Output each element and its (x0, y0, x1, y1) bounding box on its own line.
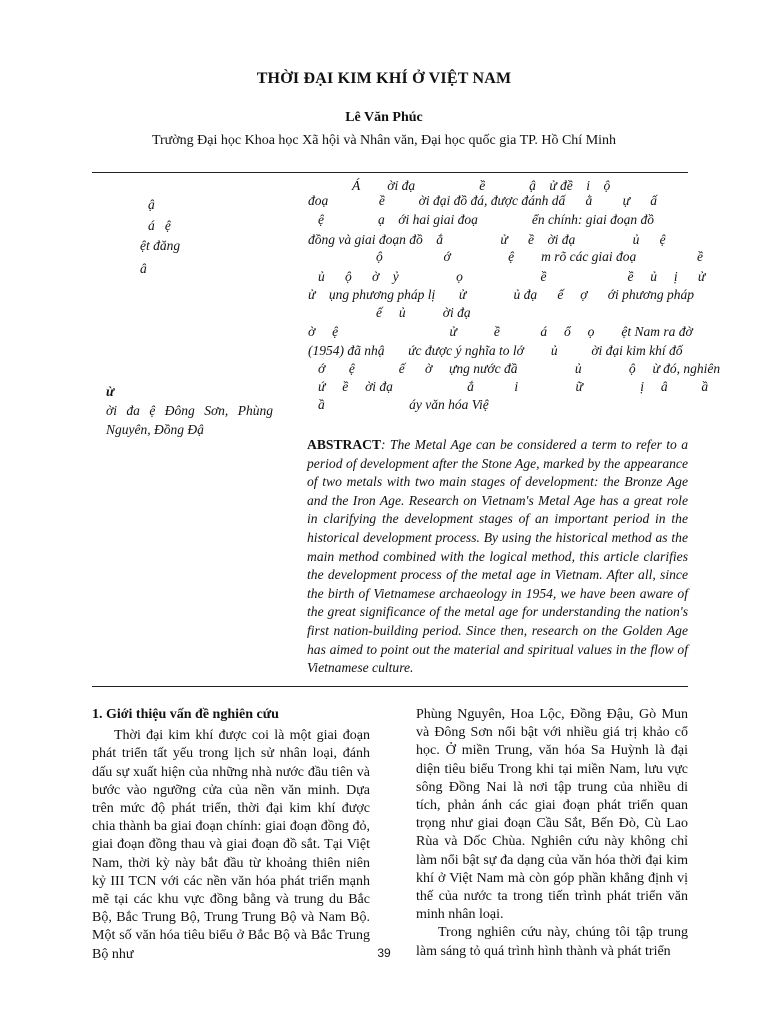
vn-abstract-line: ộ ớ ệ m rõ các giai đoạ ề (376, 249, 704, 264)
vn-abstract-line: đoạ ề ời đại đồ đá, được đánh dấ ằ ự ấ (308, 193, 657, 208)
vn-abstract-line: (1954) đã nhậ ức được ý nghĩa to lớ ủ ời đại kim khí đố (308, 343, 683, 358)
author-name: Lê Văn Phúc (345, 110, 423, 125)
vn-abstract-line: đồng và giai đoạn đồ ắ ử ề ời đạ ủ ệ (308, 232, 666, 247)
vn-abstract-line: ờ ệ ử ề á ổ ọ ệt Nam ra đờ (308, 324, 693, 339)
body-paragraph: Thời đại kim khí được coi là một giai đoạn phát triển tất yếu trong lịch sử nhân loại, đánh dấu sự xuất hiện của những nhà nước đầu tiên và bước vào ngưỡng cửa của nền văn minh. Dựa trên mức độ phát triển, thời đại kim khí được chia thành ba giai đoạn chính: giai đoạn đồng đỏ, giai đoạn đồng thau và giai đoạn đồ sắt. Tại Việt Nam, thời kỳ này bắt đầu từ khoảng thiên niên kỷ III TCN với các nền văn hóa phát triển mạnh mẽ tại các khu vực đồng bằng và trung du Bắc Bộ, Bắc Trung Bộ, Trung Trung Bộ và Nam Bộ. Một số văn hóa tiêu biểu ở Bắc Bộ và Bắc Trung Bộ như (92, 728, 370, 962)
vn-abstract-line: Á ời đạ ề ậ ử đề i ộ (352, 178, 611, 193)
info-fragment: á ệ (148, 218, 171, 233)
vn-abstract-line: ầ áy văn hóa Việ (318, 397, 489, 412)
paper-title: THỜI ĐẠI KIM KHÍ Ở VIỆT NAM (256, 70, 512, 87)
section-heading: 1. Giới thiệu vấn đề nghiên cứu (92, 707, 279, 722)
info-fragment: â (140, 261, 147, 276)
body-paragraph: Phùng Nguyên, Hoa Lộc, Đồng Đậu, Gò Mun và Đông Sơn nổi bật với nhiều giá trị khảo cổ học. Ở miền Trung, văn hóa Sa Huỳnh là đại diện tiêu biểu Trong khi tại miền Nam, lưu vực sông Đồng Nai là nơi tập trung của nhiều di tích, phản ánh các giai đoạn phát triển quan trọng như giai đoạn Cầu Sắt, Bến Đò, Cù Lao Rùa và Dốc Chùa. Nghiên cứu này không chỉ làm nổi bật sự đa dạng của văn hóa thời đại kim khí ở Việt Nam mà còn góp phần khẳng định vị thế của nước ta trong tiến trình phát triển văn minh nhân loại. (416, 707, 688, 923)
top-divider (92, 172, 688, 173)
info-fragment: ệt đăng (140, 238, 181, 253)
english-abstract (307, 436, 688, 678)
page-number: 39 (377, 946, 391, 960)
abstract-label: ABSTRACT (307, 437, 382, 452)
body-column-left (92, 706, 370, 964)
vn-abstract-line: ớ ệ ế ờ ựng nước đầ ủ ộ ừ đó, nghiên (318, 361, 721, 376)
keywords-text: ời đa ệ Đông Sơn, Phùng Nguyên, Đồng Đậ (106, 403, 273, 437)
vn-abstract-line: ệ ạ ới hai giai đoạ ển chính: giai đoạn đồ (318, 212, 655, 227)
info-fragment: ậ (148, 197, 155, 212)
keywords-label: ừ (106, 384, 115, 399)
vn-abstract-line: ứ ề ời đạ ắ i ữ ị â ầ (318, 379, 709, 394)
vn-abstract-line: ế ủ ời đạ (376, 305, 471, 320)
author-affiliation: Trường Đại học Khoa học Xã hội và Nhân văn, Đại học quốc gia TP. Hồ Chí Minh (151, 133, 617, 148)
vn-abstract-line: ủ ộ ờ ỷ ọ ề ề ủ ị ử (318, 269, 706, 284)
bottom-divider (92, 686, 688, 687)
body-paragraph: Trong nghiên cứu này, chúng tôi tập trung làm sáng tỏ quá trình hình thành và phát triển (416, 925, 688, 959)
vn-abstract-line: ử ụng phương pháp lị ử ủ đạ ế ợ ới phương pháp (308, 287, 695, 302)
body-column-right (416, 706, 688, 961)
abstract-body: : The Metal Age can be considered a term to refer to a period of development after the Stone Age, marked by the appearance of two metals with two main stages of development: the Bronze Age and the Iron Age. Research on Vietnam's Metal Age has a great role in clarifying the development stages of an important period in the historical development process. By using the historical method as the main method combined with the logical method, this article clarifies the development process of the metal age in Vietnam. After all, since the birth of Vietnamese archaeology in 1954, we have been aware of the great significance of the metal age for understanding the nation's first nation-building period. Since then, research on the Golden Age has aimed to point out the material and spiritual values in the flow of Vietnamese culture. (307, 437, 688, 676)
